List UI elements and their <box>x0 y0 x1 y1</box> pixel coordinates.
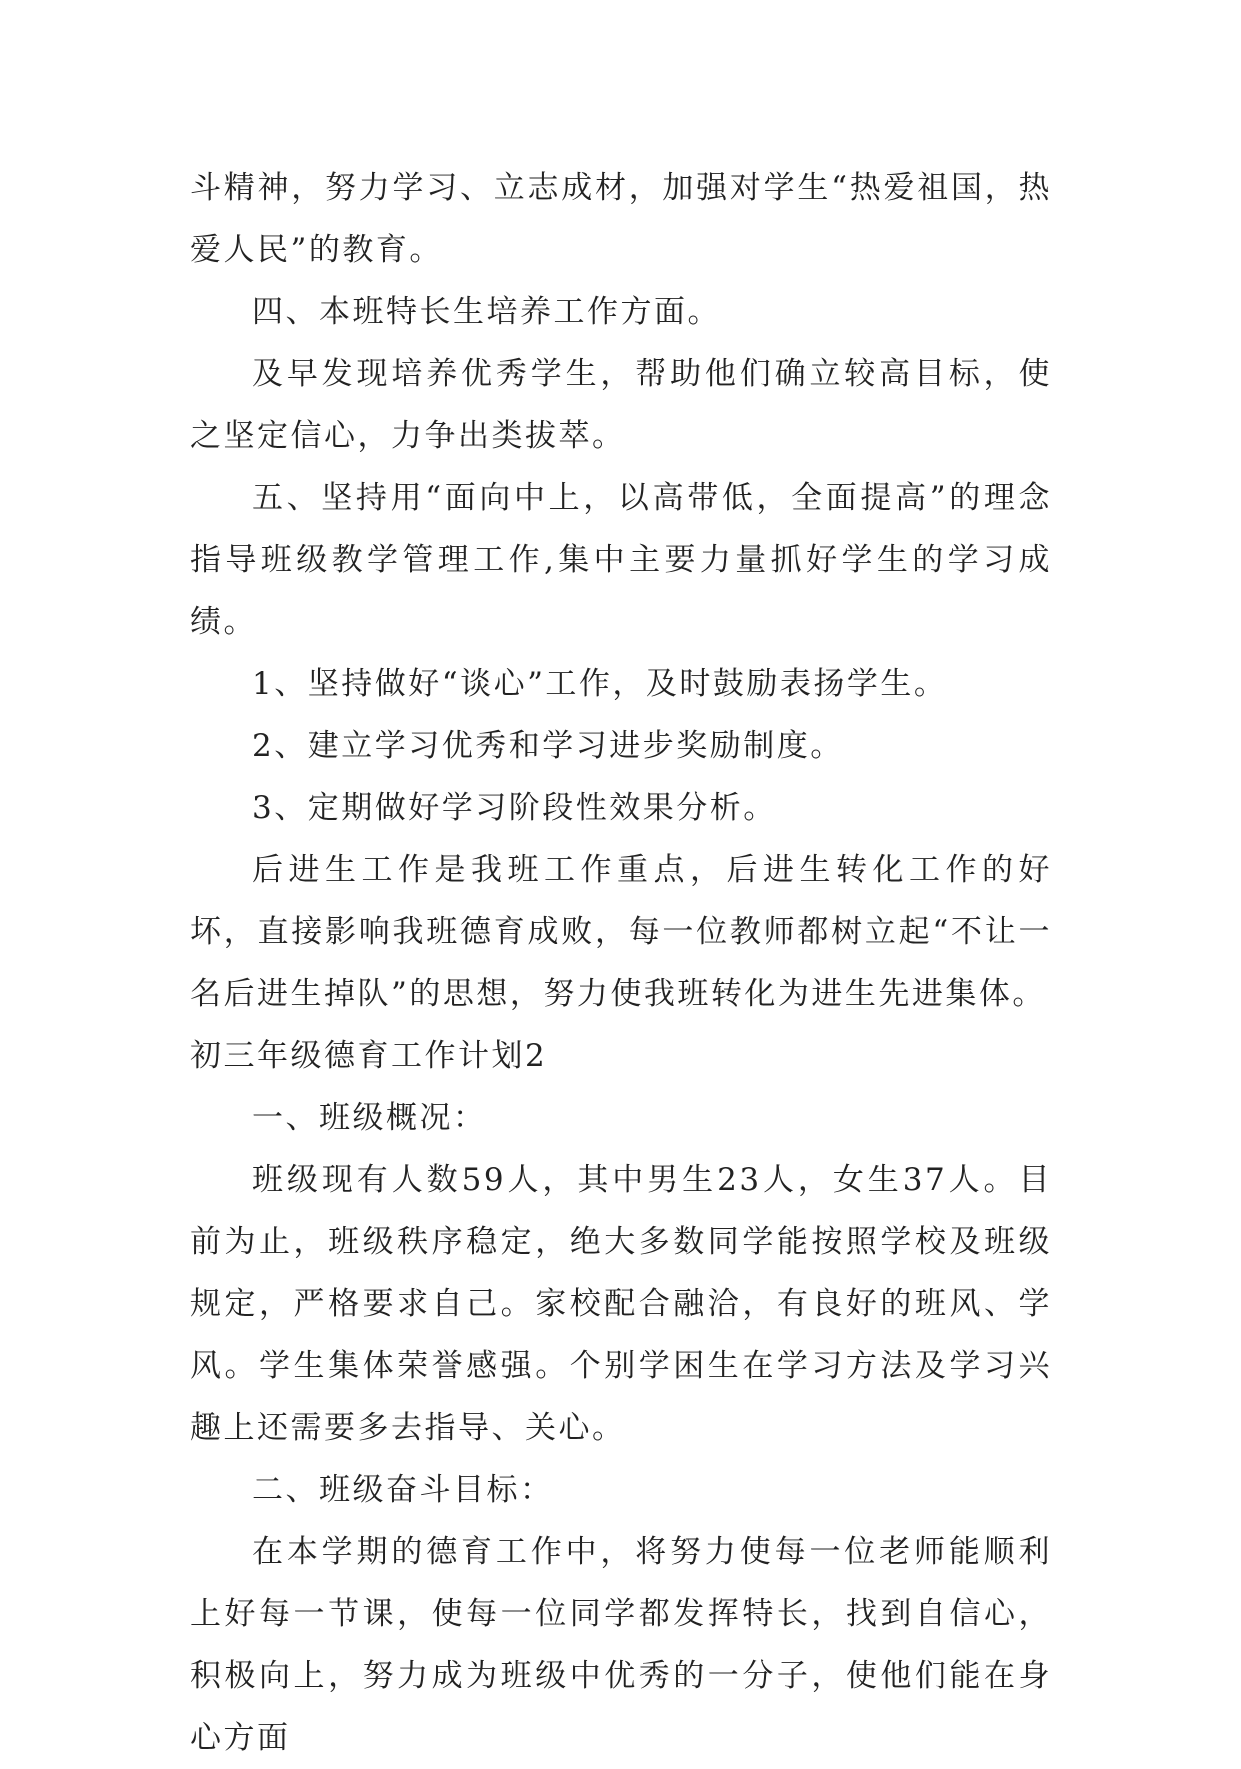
list-item-two: 2、建立学习优秀和学习进步奖励制度。 <box>252 728 844 764</box>
list-item-three: 3、定期做好学习阶段性效果分析。 <box>252 790 777 826</box>
list-item-one: 1、坚持做好“谈心”工作，及时鼓励表扬学生。 <box>252 666 948 702</box>
paragraph-class-goals: 在本学期的德育工作中，将努力使每一位老师能顺利上好每一节课，使每一位同学都发挥特长，找到自信心，积极向上，努力成为班级中优秀的一分子，使他们能在身心方面 <box>190 1534 1052 1756</box>
section-heading-five: 五、坚持用“面向中上，以高带低，全面提高”的理念指导班级教学管理工作,集中主要力量抓好学生的学习成绩。 <box>190 480 1052 640</box>
paragraph-continuation: 斗精神，努力学习、立志成材，加强对学生“热爱祖国，热爱人民”的教育。 <box>190 170 1052 268</box>
section-heading-class-goals: 二、班级奋斗目标： <box>252 1472 554 1508</box>
paragraph-talented-students: 及早发现培养优秀学生，帮助他们确立较高目标，使之坚定信心，力争出类拔萃。 <box>190 356 1052 454</box>
section-heading-class-overview: 一、班级概况： <box>252 1100 487 1136</box>
section-heading-four: 四、本班特长生培养工作方面。 <box>252 294 721 330</box>
document-body <box>190 157 1052 1769</box>
document-title: 初三年级德育工作计划2 <box>190 1038 548 1074</box>
paragraph-class-overview: 班级现有人数59人，其中男生23人，女生37人。目前为止，班级秩序稳定，绝大多数同学能按照学校及班级规定，严格要求自己。家校配合融洽，有良好的班风、学风。学生集体荣誉感强。个别学困生在学习方法及学习兴趣上还需要多去指导、关心。 <box>190 1162 1052 1446</box>
paragraph-lagging-students: 后进生工作是我班工作重点，后进生转化工作的好坏，直接影响我班德育成败，每一位教师都树立起“不让一名后进生掉队”的思想，努力使我班转化为进生先进集体。 <box>190 852 1052 1012</box>
